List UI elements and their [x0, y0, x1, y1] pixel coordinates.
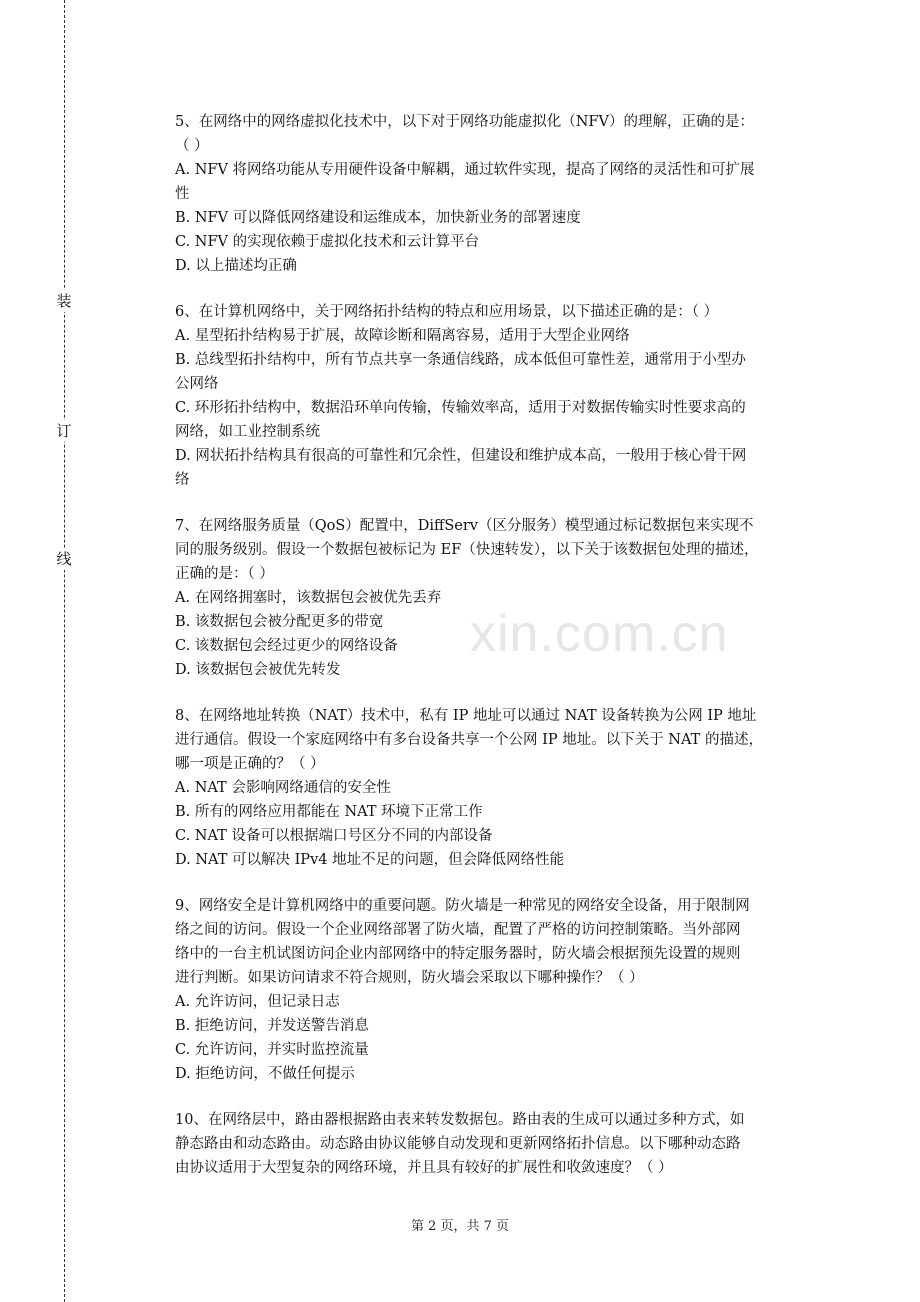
question-stem: 8、在网络地址转换（NAT）技术中，私有 IP 地址可以通过 NAT 设备转换为公网 IP 地址	[175, 708, 757, 724]
option-c: C. NFV 的实现依赖于虚拟化技术和云计算平台	[175, 234, 480, 250]
option-c: C. 允许访问，并实时监控流量	[175, 1042, 369, 1058]
question-stem: 络中的一台主机试图访问企业内部网络中的特定服务器时，防火墙会根据预先设置的规则	[175, 946, 741, 962]
option-a: A. NFV 将网络功能从专用硬件设备中解耦，通过软件实现，提高了网络的灵活性和可扩展	[175, 162, 755, 178]
question-stem: （ ）	[175, 138, 209, 154]
option-d: D. 拒绝访问，不做任何提示	[175, 1066, 355, 1082]
question-9	[175, 894, 820, 1086]
option-c: C. NAT 设备可以根据端口号区分不同的内部设备	[175, 828, 493, 844]
page-number-footer: 第 2 页，共 7 页	[410, 1219, 510, 1234]
option-c: C. 该数据包会经过更少的网络设备	[175, 638, 398, 654]
question-stem: 哪一项是正确的？（ ）	[175, 756, 325, 772]
option-c-continued: 网络，如工业控制系统	[175, 424, 320, 440]
question-list	[175, 110, 820, 1202]
option-b: B. 该数据包会被分配更多的带宽	[175, 614, 384, 630]
option-d: D. 网状拓扑结构具有很高的可靠性和冗余性，但建设和维护成本高，一般用于核心骨干网	[175, 448, 747, 464]
binding-char-ding: 订	[54, 420, 74, 442]
question-stem: 静态路由和动态路由。动态路由协议能够自动发现和更新网络拓扑信息。以下哪种动态路	[175, 1136, 741, 1152]
watermark: xin.com.cn	[470, 605, 729, 663]
question-stem: 络之间的访问。假设一个企业网络部署了防火墙，配置了严格的访问控制策略。当外部网	[175, 922, 741, 938]
option-b-continued: 公网络	[175, 376, 219, 392]
question-stem: 进行判断。如果访问请求不符合规则，防火墙会采取以下哪种操作？（ ）	[175, 970, 644, 986]
question-stem: 7、在网络服务质量（QoS）配置中，DiffServ（区分服务）模型通过标记数据包来实现不	[175, 518, 754, 534]
question-7	[175, 514, 820, 682]
option-c: C. 环形拓扑结构中，数据沿环单向传输，传输效率高，适用于对数据传输实时性要求高的	[175, 400, 746, 416]
option-a: A. 星型拓扑结构易于扩展，故障诊断和隔离容易，适用于大型企业网络	[175, 328, 630, 344]
option-b: B. 拒绝访问，并发送警告消息	[175, 1018, 369, 1034]
question-stem: 正确的是：（ ）	[175, 566, 274, 582]
option-b: B. 所有的网络应用都能在 NAT 环境下正常工作	[175, 804, 483, 820]
question-10	[175, 1108, 820, 1180]
option-b: B. NFV 可以降低网络建设和运维成本，加快新业务的部署速度	[175, 210, 581, 226]
option-a: A. 在网络拥塞时，该数据包会被优先丢弃	[175, 590, 442, 606]
question-stem: 同的服务级别。假设一个数据包被标记为 EF（快速转发），以下关于该数据包处理的描述，	[175, 542, 759, 558]
option-d-continued: 络	[175, 472, 190, 488]
question-8	[175, 704, 820, 872]
question-stem: 5、在网络中的网络虚拟化技术中，以下对于网络功能虚拟化（NFV）的理解，正确的是：	[175, 114, 754, 130]
question-stem: 进行通信。假设一个家庭网络中有多台设备共享一个公网 IP 地址。以下关于 NAT 的描述，	[175, 732, 763, 748]
binding-dashed-line	[64, 0, 65, 1302]
binding-char-xian: 线	[54, 548, 74, 570]
option-a-continued: 性	[175, 186, 190, 202]
question-5	[175, 110, 820, 278]
option-a: A. 允许访问，但记录日志	[175, 994, 340, 1010]
option-d: D. 该数据包会被优先转发	[175, 662, 341, 678]
question-stem: 9、网络安全是计算机网络中的重要问题。防火墙是一种常见的网络安全设备，用于限制网	[175, 898, 750, 914]
option-d: D. NAT 可以解决 IPv4 地址不足的问题，但会降低网络性能	[175, 852, 565, 868]
question-6	[175, 300, 820, 492]
option-b: B. 总线型拓扑结构中，所有节点共享一条通信线路，成本低但可靠性差，通常用于小型办	[175, 352, 746, 368]
question-stem: 10、在网络层中，路由器根据路由表来转发数据包。路由表的生成可以通过多种方式，如	[175, 1112, 745, 1128]
binding-char-zhuang: 装	[54, 290, 74, 312]
option-d: D. 以上描述均正确	[175, 258, 297, 274]
question-stem: 6、在计算机网络中，关于网络拓扑结构的特点和应用场景，以下描述正确的是：（ ）	[175, 304, 719, 320]
option-a: A. NAT 会影响网络通信的安全性	[175, 780, 391, 796]
question-stem: 由协议适用于大型复杂的网络环境，并且具有较好的扩展性和收敛速度？（ ）	[175, 1160, 673, 1176]
